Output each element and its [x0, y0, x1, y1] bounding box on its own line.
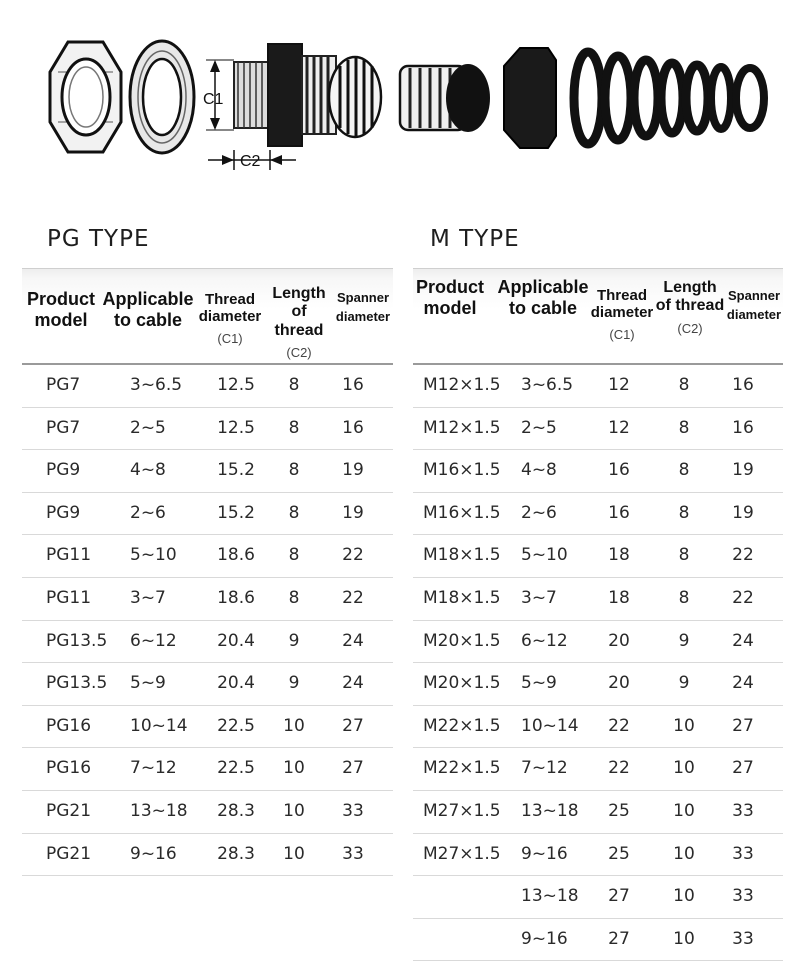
cell-thread-diameter: 25: [608, 800, 630, 821]
cell-cable-range: 2~6: [521, 502, 557, 523]
cell-cable-range: 2~5: [521, 417, 557, 438]
cell-thread-length: 10: [283, 715, 305, 736]
cell-thread-length: 9: [288, 630, 300, 651]
table-row: [22, 748, 393, 791]
table-row: [22, 493, 393, 536]
cell-thread-length: 10: [673, 715, 695, 736]
cell-thread-diameter: 18: [608, 545, 630, 566]
cell-cable-range: 4~8: [130, 460, 166, 481]
cell-cable-range: 10~14: [521, 715, 579, 736]
cell-cable-range: 7~12: [130, 758, 177, 779]
header-applicable-cable: Applicable to cable: [102, 289, 194, 330]
cell-thread-diameter: 12.5: [217, 375, 255, 395]
gland-body-illustration: [234, 44, 381, 146]
cell-cable-range: 9~16: [130, 843, 177, 864]
cell-thread-length: 10: [673, 800, 695, 821]
cell-thread-length: 8: [678, 587, 690, 608]
header-length-unit: (C2): [677, 320, 703, 336]
cell-product-model: M16×1.5: [423, 502, 501, 523]
header-thread-diameter-label: Thread diameter: [198, 291, 262, 326]
cell-thread-length: 8: [288, 460, 300, 481]
header-length-label: Length of thread: [272, 285, 326, 339]
cell-product-model: PG21: [46, 843, 92, 864]
cell-thread-diameter: 20.4: [217, 630, 255, 651]
cell-thread-diameter: 28.3: [217, 800, 255, 821]
header-length-of-thread: [655, 279, 725, 337]
cell-spanner-diameter: 24: [732, 673, 754, 694]
cell-spanner-diameter: 19: [342, 460, 364, 481]
cell-cable-range: 5~10: [521, 545, 568, 566]
header-thread-diameter: [589, 287, 655, 342]
cell-thread-diameter: 16: [608, 502, 630, 523]
cell-product-model: M20×1.5: [423, 673, 501, 694]
table-row: [413, 663, 783, 706]
cell-product-model: M20×1.5: [423, 630, 501, 651]
table-row: [413, 535, 783, 578]
cell-product-model: M27×1.5: [423, 843, 501, 864]
cell-spanner-diameter: 24: [732, 630, 754, 651]
cell-product-model: PG7: [46, 375, 81, 395]
cell-spanner-diameter: 16: [342, 417, 364, 438]
cell-spanner-diameter: 27: [732, 758, 754, 779]
cell-thread-diameter: 18.6: [217, 545, 255, 566]
cell-spanner-diameter: 24: [342, 630, 364, 651]
cell-thread-diameter: 12: [608, 417, 630, 438]
cell-cable-range: 3~7: [521, 587, 557, 608]
cell-product-model: M18×1.5: [423, 545, 501, 566]
table-row: [22, 450, 393, 493]
header-thread-unit: (C1): [217, 330, 243, 346]
header-product-model: Product model: [415, 277, 484, 318]
header-spanner-diameter: Spanner diameter: [726, 288, 782, 322]
cell-product-model: M12×1.5: [423, 375, 501, 395]
header-length-label: Length of thread: [655, 279, 725, 315]
table-row: [22, 408, 393, 451]
cell-spanner-diameter: 33: [342, 843, 364, 864]
cell-thread-diameter: 15.2: [217, 502, 255, 523]
cell-thread-length: 8: [678, 375, 690, 395]
table-row: [413, 748, 783, 791]
cell-spanner-diameter: 16: [732, 375, 754, 395]
table-row: [413, 365, 783, 408]
cell-spanner-diameter: 22: [732, 587, 754, 608]
cell-thread-diameter: 20: [608, 630, 630, 651]
dimension-c1-label: C1: [203, 91, 224, 108]
cell-spanner-diameter: 19: [732, 502, 754, 523]
table-row: [22, 791, 393, 834]
cell-thread-length: 10: [673, 758, 695, 779]
cell-product-model: PG9: [46, 460, 81, 481]
table-row: [22, 621, 393, 664]
cell-thread-diameter: 12: [608, 375, 630, 395]
cell-thread-length: 10: [673, 928, 695, 949]
cell-thread-length: 8: [678, 545, 690, 566]
cell-product-model: M18×1.5: [423, 587, 501, 608]
dimension-c2-label: C2: [240, 153, 261, 170]
cell-spanner-diameter: 19: [732, 460, 754, 481]
cell-spanner-diameter: 27: [342, 715, 364, 736]
seal-insert-illustration: [400, 64, 490, 132]
cell-thread-diameter: 20.4: [217, 673, 255, 694]
cell-thread-diameter: 12.5: [217, 417, 255, 438]
table-row: [22, 706, 393, 749]
cell-spanner-diameter: 22: [732, 545, 754, 566]
cell-thread-length: 8: [288, 375, 300, 395]
header-length-of-thread: [266, 285, 332, 361]
cell-product-model: PG11: [46, 545, 92, 566]
header-spanner-diameter: Spanner diameter: [335, 290, 391, 324]
pg-type-table: [22, 268, 393, 876]
cell-thread-diameter: 28.3: [217, 843, 255, 864]
cell-cable-range: 3~7: [130, 587, 166, 608]
cell-thread-length: 9: [678, 673, 690, 694]
table-row: [413, 791, 783, 834]
m-table-body: [413, 365, 783, 961]
header-product-model: Product model: [26, 289, 95, 330]
table-row: [22, 535, 393, 578]
cell-thread-diameter: 22.5: [217, 715, 255, 736]
cell-product-model: M16×1.5: [423, 460, 501, 481]
table-header: [22, 268, 393, 365]
table-row: [413, 834, 783, 877]
cell-thread-length: 8: [678, 460, 690, 481]
cell-thread-length: 10: [673, 843, 695, 864]
sealing-washer-illustration: [130, 41, 194, 153]
cell-cable-range: 9~16: [521, 843, 568, 864]
cell-thread-length: 8: [288, 587, 300, 608]
cell-cable-range: 13~18: [521, 800, 579, 821]
cell-thread-diameter: 25: [608, 843, 630, 864]
cell-spanner-diameter: 24: [342, 673, 364, 694]
cell-thread-diameter: 20: [608, 673, 630, 694]
cell-thread-length: 8: [288, 417, 300, 438]
table-row: [22, 578, 393, 621]
cell-spanner-diameter: 27: [342, 758, 364, 779]
table-row: [413, 450, 783, 493]
cell-product-model: M22×1.5: [423, 715, 501, 736]
cell-product-model: M12×1.5: [423, 417, 501, 438]
cell-product-model: PG16: [46, 715, 92, 736]
cell-spanner-diameter: 33: [732, 800, 754, 821]
cell-thread-diameter: 18: [608, 587, 630, 608]
cell-thread-length: 8: [678, 417, 690, 438]
cell-cable-range: 6~12: [521, 630, 568, 651]
cell-cable-range: 5~9: [521, 673, 557, 694]
cell-product-model: PG21: [46, 800, 92, 821]
cell-thread-length: 8: [678, 502, 690, 523]
table-row: [22, 834, 393, 877]
cell-product-model: PG13.5: [46, 673, 108, 694]
cell-thread-diameter: 27: [608, 886, 630, 907]
cell-cable-range: 2~5: [130, 417, 166, 438]
m-type-title: M TYPE: [430, 226, 520, 252]
cell-cable-range: 3~6.5: [521, 375, 574, 395]
cell-product-model: PG13.5: [46, 630, 108, 651]
header-thread-unit: (C1): [609, 326, 635, 342]
table-row: [413, 876, 783, 919]
header-thread-diameter-label: Thread diameter: [590, 287, 654, 322]
cell-thread-diameter: 16: [608, 460, 630, 481]
pg-table-body: [22, 365, 393, 876]
cell-thread-length: 10: [673, 886, 695, 907]
cell-thread-diameter: 22.5: [217, 758, 255, 779]
cell-thread-length: 10: [283, 758, 305, 779]
cell-spanner-diameter: 33: [732, 928, 754, 949]
table-row: [413, 621, 783, 664]
cell-product-model: PG11: [46, 587, 92, 608]
cell-spanner-diameter: 33: [732, 886, 754, 907]
table-row: [22, 365, 393, 408]
cell-cable-range: 5~9: [130, 673, 166, 694]
cell-cable-range: 9~16: [521, 928, 568, 949]
table-row: [413, 706, 783, 749]
cell-thread-diameter: 22: [608, 758, 630, 779]
header-length-unit: (C2): [286, 345, 312, 361]
table-row: [413, 578, 783, 621]
cell-product-model: M22×1.5: [423, 758, 501, 779]
cell-spanner-diameter: 33: [732, 843, 754, 864]
cell-spanner-diameter: 27: [732, 715, 754, 736]
cell-spanner-diameter: 16: [732, 417, 754, 438]
cell-cable-range: 10~14: [130, 715, 188, 736]
cell-cable-range: 6~12: [130, 630, 177, 651]
cell-product-model: PG9: [46, 502, 81, 523]
cell-thread-length: 10: [283, 800, 305, 821]
table-row: [413, 408, 783, 451]
table-header: [413, 268, 783, 365]
cell-thread-diameter: 15.2: [217, 460, 255, 481]
cell-thread-diameter: 18.6: [217, 587, 255, 608]
m-type-table: [413, 268, 783, 961]
cell-cable-range: 3~6.5: [130, 375, 183, 395]
cell-cable-range: 2~6: [130, 502, 166, 523]
cell-cable-range: 4~8: [521, 460, 557, 481]
cell-thread-diameter: 27: [608, 928, 630, 949]
cell-spanner-diameter: 16: [342, 375, 364, 395]
cell-thread-length: 9: [678, 630, 690, 651]
cell-spanner-diameter: 22: [342, 545, 364, 566]
cell-thread-length: 8: [288, 502, 300, 523]
cell-product-model: PG16: [46, 758, 92, 779]
cable-gland-exploded-illustration: [0, 0, 800, 200]
cell-spanner-diameter: 33: [342, 800, 364, 821]
cell-cable-range: 7~12: [521, 758, 568, 779]
lock-nut-illustration: [50, 42, 121, 152]
table-row: [413, 493, 783, 536]
cell-thread-length: 9: [288, 673, 300, 694]
table-row: [22, 663, 393, 706]
cell-thread-length: 8: [288, 545, 300, 566]
cell-cable-range: 13~18: [130, 800, 188, 821]
cell-cable-range: 5~10: [130, 545, 177, 566]
header-thread-diameter: [198, 291, 262, 346]
table-row: [413, 919, 783, 962]
cell-product-model: M27×1.5: [423, 800, 501, 821]
cell-cable-range: 13~18: [521, 886, 579, 907]
pg-type-title: PG TYPE: [47, 226, 150, 252]
cell-spanner-diameter: 19: [342, 502, 364, 523]
cell-thread-diameter: 22: [608, 715, 630, 736]
header-applicable-cable: Applicable to cable: [497, 277, 589, 318]
cell-spanner-diameter: 22: [342, 587, 364, 608]
cell-thread-length: 10: [283, 843, 305, 864]
spiral-cap-illustration: [504, 48, 764, 148]
cell-product-model: PG7: [46, 417, 81, 438]
